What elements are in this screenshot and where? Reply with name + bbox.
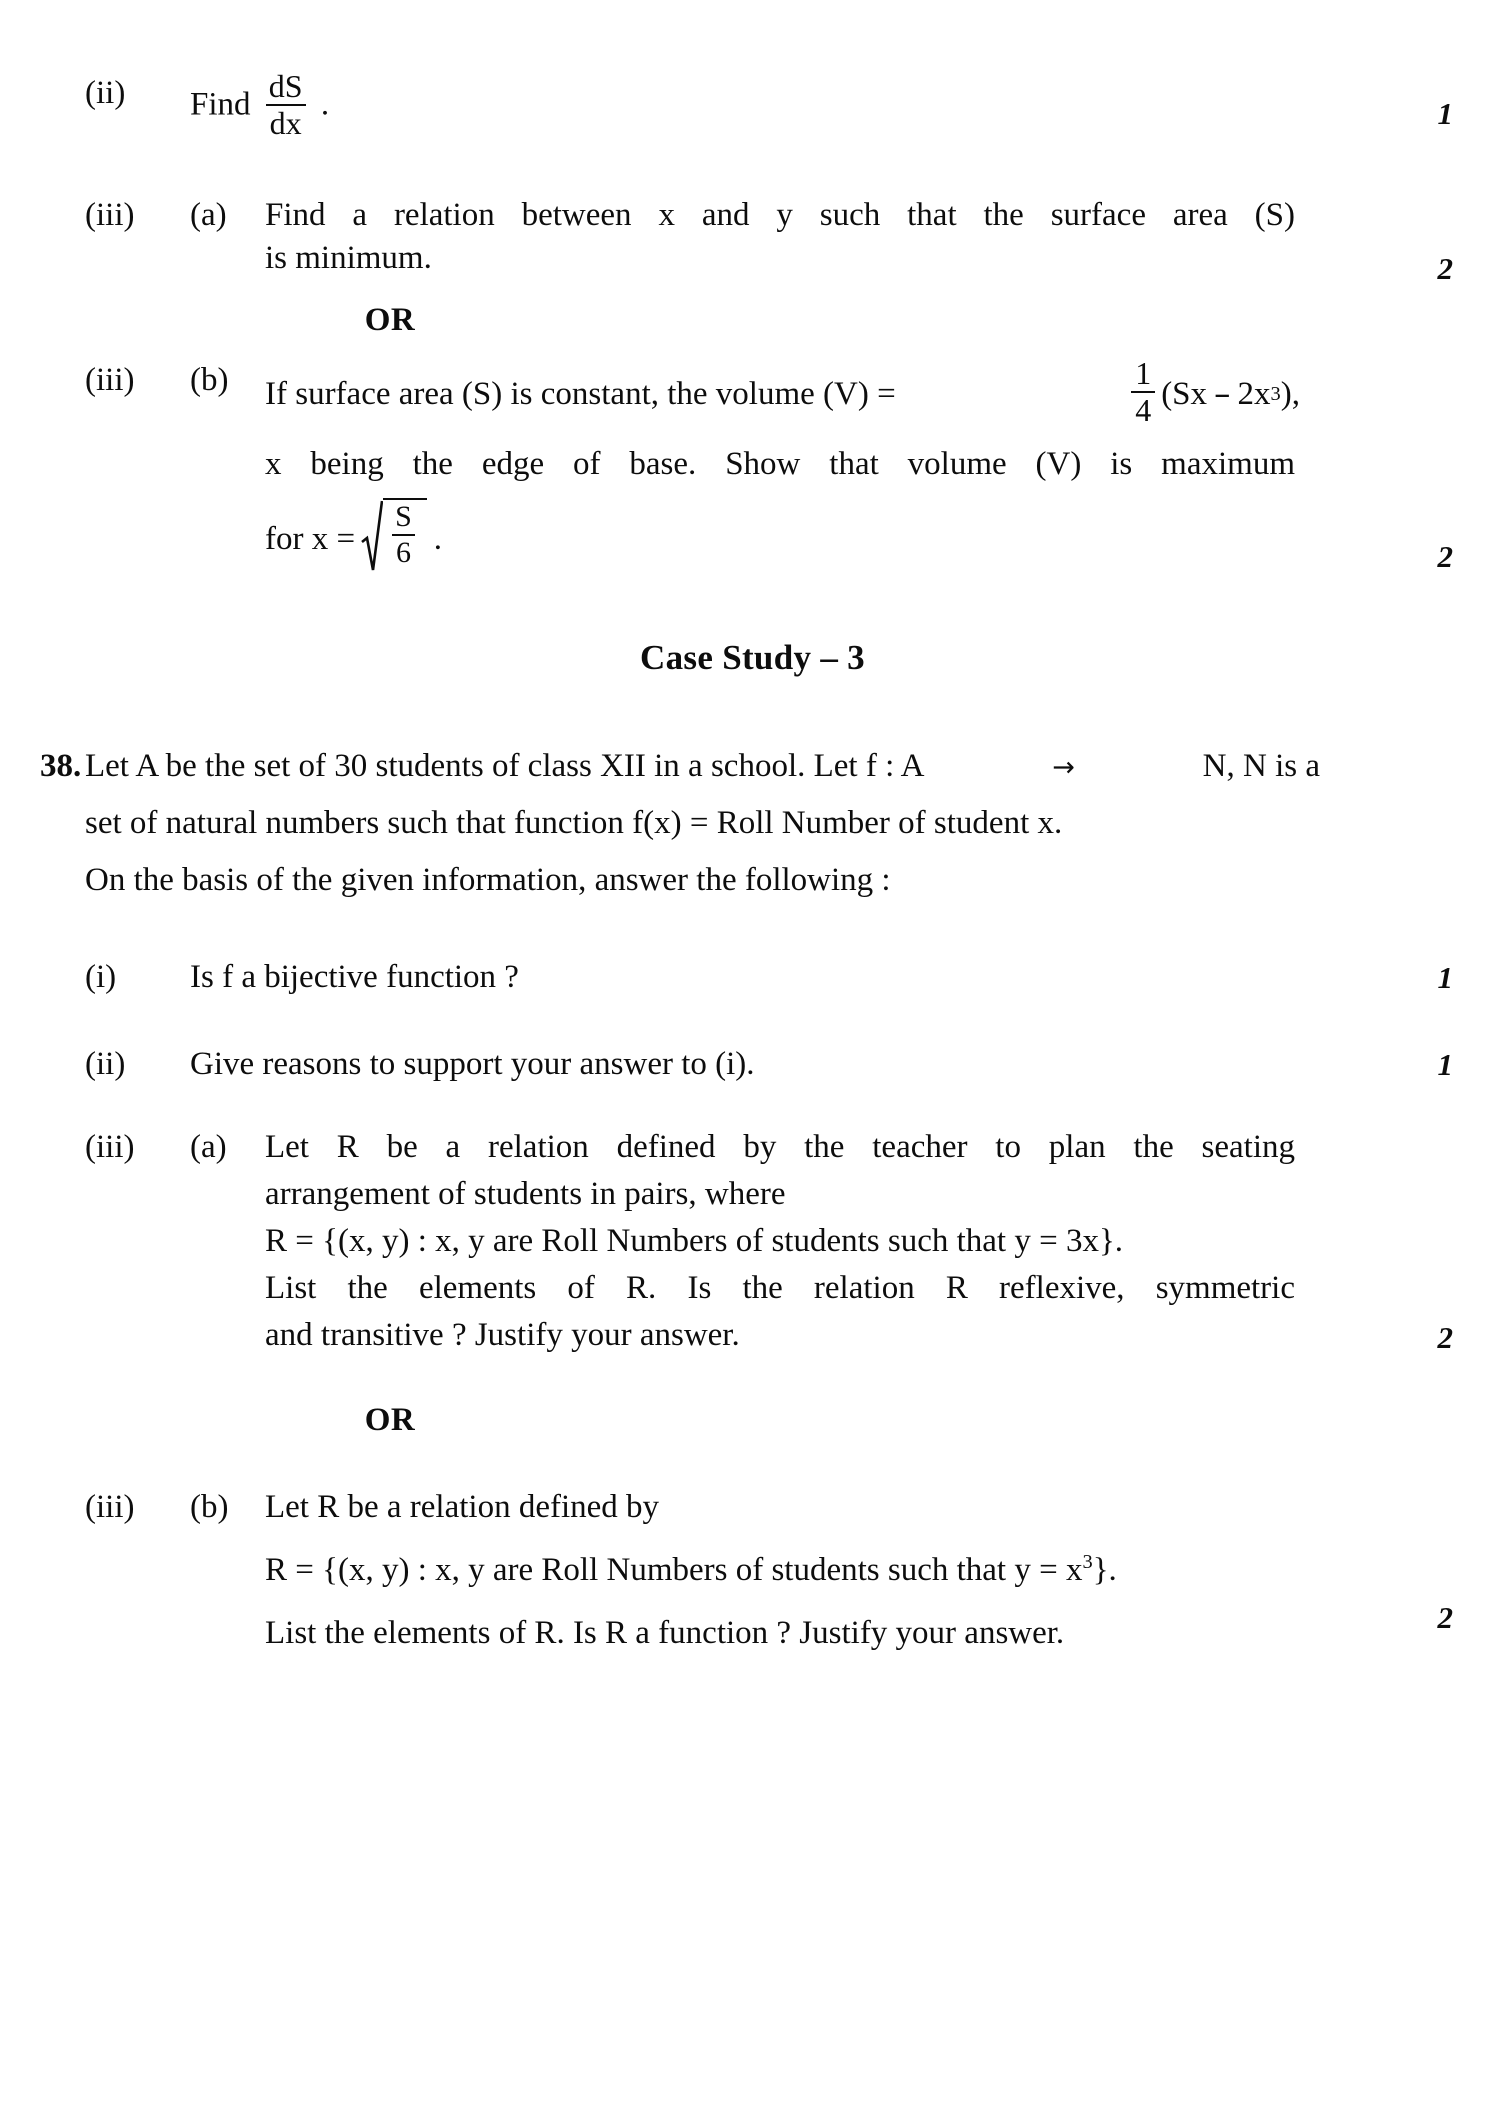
question-37-iii-a xyxy=(0,194,1505,287)
relation-set-post: }. xyxy=(1092,1552,1117,1589)
formula-close: ), xyxy=(1280,375,1300,412)
question-37-iii-a-line1: Find a relation between x and y such that the surface area (S) xyxy=(265,197,1295,234)
formula-minus: – xyxy=(1214,373,1231,413)
question-38-line1-b: N, N is a xyxy=(1202,748,1320,785)
question-37-iii-a-alpha: (a) xyxy=(190,197,227,234)
question-38-iii-a-line2: arrangement of students in pairs, where xyxy=(265,1176,786,1212)
question-38-iii-b xyxy=(0,1483,1505,1657)
radicand xyxy=(383,498,427,572)
or-label-2: OR xyxy=(364,1402,416,1439)
question-38-iii-b-line1: Let R be a relation defined by xyxy=(265,1489,660,1526)
question-38-i xyxy=(0,956,1505,999)
question-38-iii-a xyxy=(0,1124,1505,1358)
question-38-stem-body xyxy=(85,738,1505,908)
fraction-numerator: 1 xyxy=(1135,355,1152,391)
question-38-iii-a-line5: and transitive ? Justify your answer. xyxy=(265,1316,740,1353)
marks-38-iii-a: 2 xyxy=(1437,1320,1453,1356)
period-37-ii: . xyxy=(320,86,330,123)
question-38-iii-b-line3: List the elements of R. Is R a function ? Justify your answer. xyxy=(265,1615,1065,1652)
question-38-iii-a-line3: R = {(x, y) : x, y are Roll Numbers of students such that y = 3x}. xyxy=(265,1222,1124,1259)
fraction-ds-dx xyxy=(265,70,307,140)
marks-38-ii: 1 xyxy=(1437,1047,1453,1083)
fraction-denominator: 4 xyxy=(1131,391,1155,428)
marks-37-iii-a: 2 xyxy=(1437,251,1453,287)
question-38-iii-a-line4: List the elements of R. Is the relation R reflexive, symmetric xyxy=(265,1269,1295,1306)
question-38-iii-a-body xyxy=(265,1124,1505,1358)
case-study-heading-text: Case Study – 3 xyxy=(640,638,865,678)
question-37-iii-b-line1 xyxy=(265,355,1300,429)
question-37-ii-body xyxy=(190,68,1505,142)
question-37-iii-b-line3 xyxy=(265,502,1495,576)
question-37-iii-b-alpha: (b) xyxy=(190,362,229,398)
question-37-iii-b-line1-pre: If surface area (S) is constant, the volume (V) = xyxy=(265,375,896,412)
marks-38-iii-b: 2 xyxy=(1437,1600,1453,1636)
question-37-ii xyxy=(0,68,1505,142)
right-arrow-icon: → xyxy=(1052,752,1075,784)
find-label: Find xyxy=(190,86,251,123)
sqrt-s-over-6 xyxy=(361,498,427,572)
exam-page xyxy=(0,68,1505,2106)
question-37-iii-b-body xyxy=(265,355,1505,576)
marks-37-ii: 1 xyxy=(1437,96,1453,131)
period-37-iii-b: . xyxy=(433,520,443,557)
fraction-denominator: 6 xyxy=(392,534,415,569)
question-38-iii-a-line1: Let R be a relation defined by the teacher to plan the seating xyxy=(265,1129,1295,1166)
question-37-iii-b xyxy=(0,355,1505,576)
marks-38-i: 1 xyxy=(1437,960,1453,996)
fraction-numerator: S xyxy=(395,500,412,534)
for-x-equals: for x = xyxy=(265,520,356,557)
question-38-iii-b-alpha: (b) xyxy=(190,1489,229,1526)
question-38-number: 38. xyxy=(40,748,82,785)
question-38-iii-b-roman: (iii) xyxy=(85,1489,135,1526)
question-38-line2: set of natural numbers such that function f(x) = Roll Number of student x. xyxy=(85,804,1063,841)
formula-open: (Sx xyxy=(1161,375,1208,412)
question-38-iii-b-body xyxy=(265,1483,1505,1657)
question-38-iii-a-roman: (iii) xyxy=(85,1129,135,1166)
fraction-one-quarter xyxy=(1131,357,1155,427)
question-38-line3: On the basis of the given information, answer the following : xyxy=(85,861,891,898)
question-38-ii xyxy=(0,1043,1505,1086)
question-37-ii-roman: (ii) xyxy=(85,75,126,111)
relation-exponent: 3 xyxy=(1082,1551,1093,1574)
or-separator-2 xyxy=(0,1402,780,1439)
question-38-ii-roman: (ii) xyxy=(85,1046,126,1083)
formula-term: 2x xyxy=(1237,375,1271,412)
relation-set-pre: R = {(x, y) : x, y are Roll Numbers of students such that y = x xyxy=(265,1552,1083,1589)
volume-formula: $\frac{1}{4}$ (Sx – 2x 3 ), xyxy=(1125,359,1300,429)
fraction-numerator: dS xyxy=(268,68,303,104)
question-38-line1 xyxy=(85,738,1320,795)
fraction-denominator: dx xyxy=(266,104,306,141)
question-37-iii-a-line2: is minimum. xyxy=(265,240,432,277)
question-37-iii-a-roman: (iii) xyxy=(85,197,135,234)
question-38-i-body: Is f a bijective function ? xyxy=(190,959,519,996)
question-37-iii-b-roman: (iii) xyxy=(85,362,135,398)
fraction-s-over-6 xyxy=(391,502,416,568)
question-38-i-roman: (i) xyxy=(85,959,117,996)
question-38-ii-body: Give reasons to support your answer to (i). xyxy=(190,1046,755,1083)
marks-37-iii-b: 2 xyxy=(1437,539,1453,574)
or-label-1: OR xyxy=(364,302,416,338)
question-37-iii-a-body xyxy=(265,194,1505,280)
question-38-line1-a: Let A be the set of 30 students of class XII in a school. Let f : A xyxy=(85,748,925,785)
question-38-iii-b-line2 xyxy=(265,1546,1495,1595)
question-37-iii-b-line2: x being the edge of base. Show that volume (V) is maximum xyxy=(265,446,1295,483)
question-38-iii-a-alpha: (a) xyxy=(190,1129,227,1166)
question-38-stem xyxy=(0,738,1505,908)
radical-sign-icon xyxy=(361,498,383,572)
case-study-heading xyxy=(0,638,1505,678)
or-separator-1 xyxy=(0,302,780,339)
